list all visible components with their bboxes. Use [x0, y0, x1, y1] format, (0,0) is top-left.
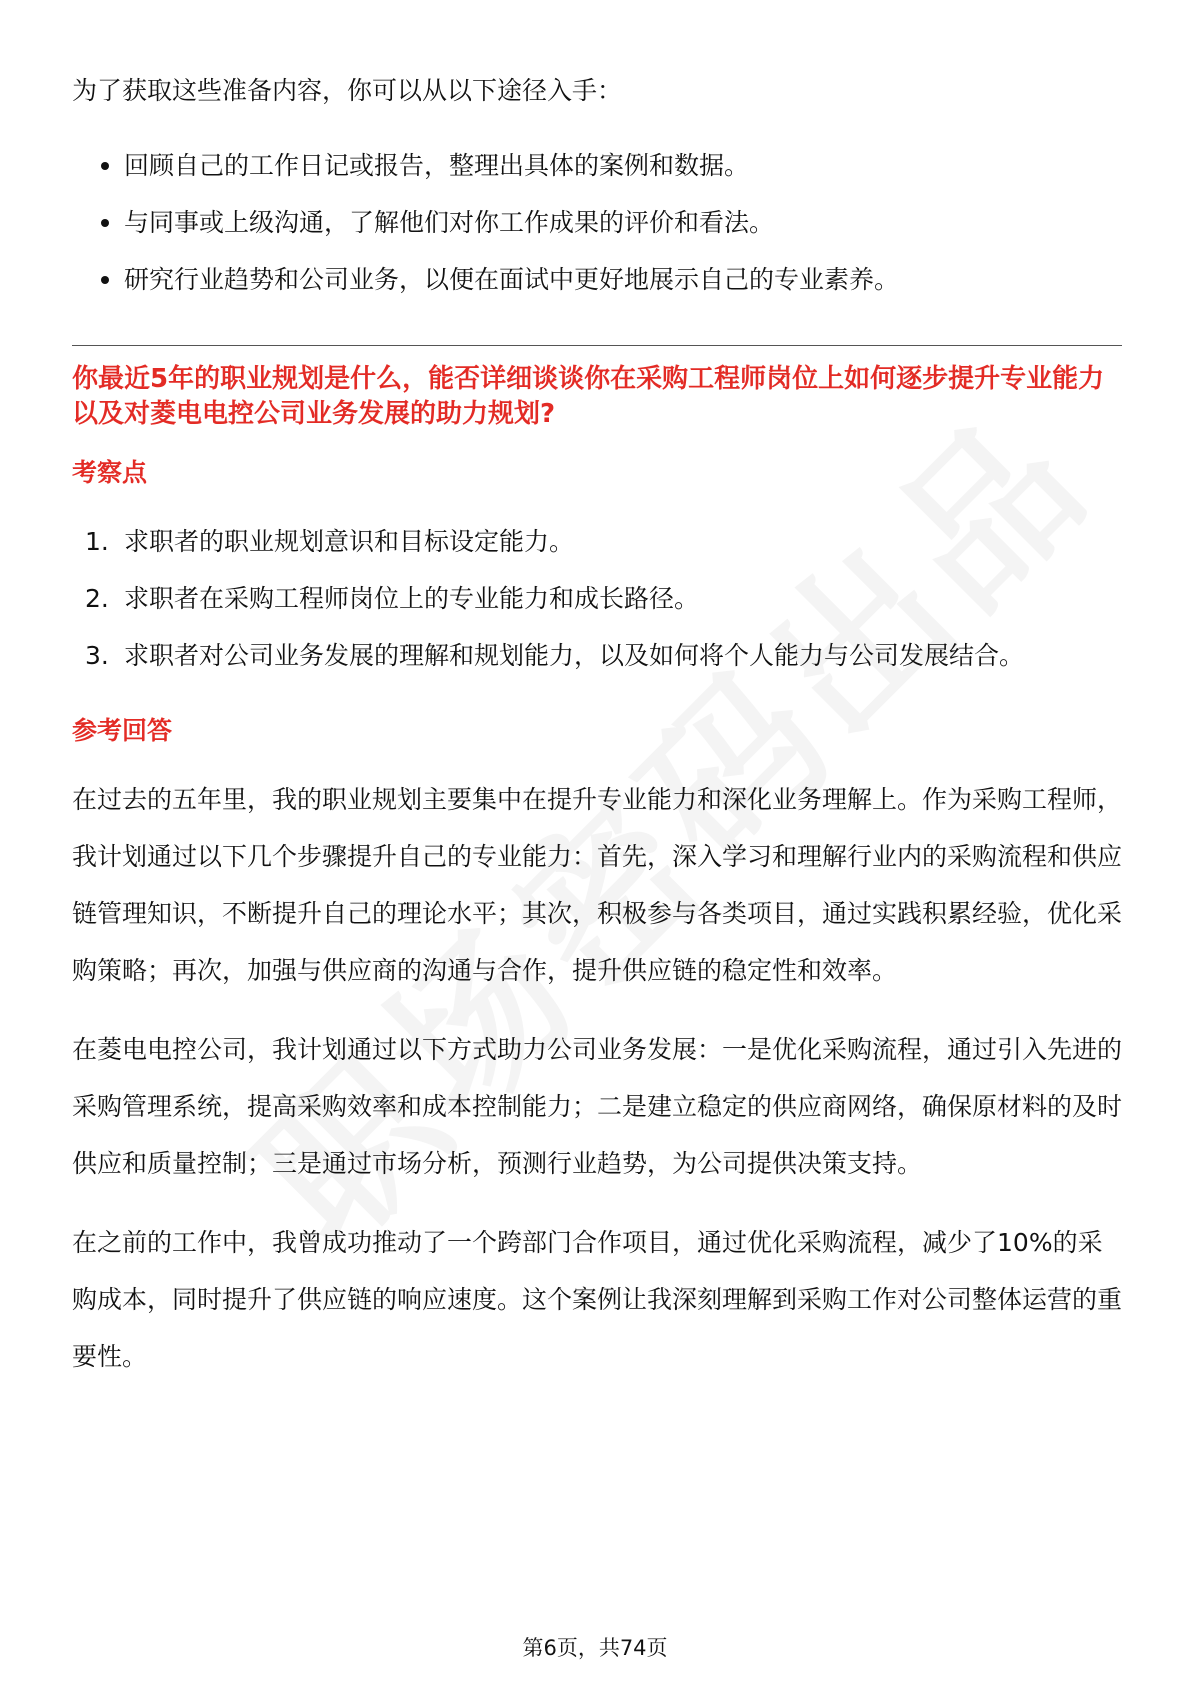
- list-item-text: 求职者在采购工程师岗位上的专业能力和成长路径。: [124, 584, 700, 613]
- list-item: [72, 194, 1122, 251]
- assessment-heading: 考察点: [72, 458, 148, 487]
- list-item: [72, 570, 1122, 627]
- list-item: [72, 627, 1122, 684]
- section-divider: [72, 345, 1122, 346]
- intro-text: 为了获取这些准备内容，你可以从以下途径入手：: [72, 76, 623, 105]
- answer-paragraph: 在过去的五年里，我的职业规划主要集中在提升专业能力和深化业务理解上。作为采购工程师，我计划通过以下几个步骤提升自己的专业能力：首先，深入学习和理解行业内的采购流程和供应链管理知识，不断提升自己的理论水平；其次，积极参与各类项目，通过实践积累经验，优化采购策略；再次，加强与供应商的沟通与合作，提升供应链的稳定性和效率。: [72, 785, 1123, 985]
- list-number: 3.: [85, 641, 109, 670]
- document-page: [72, 62, 1122, 1407]
- list-item-text: 与同事或上级沟通，了解他们对你工作成果的评价和看法。: [124, 208, 775, 237]
- answer-heading: 参考回答: [72, 716, 173, 745]
- answer-paragraph: 在之前的工作中，我曾成功推动了一个跨部门合作项目，通过优化采购流程，减少了10%的采购成本，同时提升了供应链的响应速度。这个案例让我深刻理解到采购工作对公司整体运营的重要性。: [72, 1228, 1123, 1371]
- list-item: [72, 251, 1122, 308]
- bullet-dot-icon: [101, 219, 109, 227]
- bullet-dot-icon: [101, 162, 109, 170]
- bullet-dot-icon: [101, 276, 109, 284]
- answer-paragraph: 在菱电电控公司，我计划通过以下方式助力公司业务发展：一是优化采购流程，通过引入先进的采购管理系统，提高采购效率和成本控制能力；二是建立稳定的供应商网络，确保原材料的及时供应和质量控制；三是通过市场分析，预测行业趋势，为公司提供决策支持。: [72, 1035, 1123, 1178]
- list-item-text: 回顾自己的工作日记或报告，整理出具体的案例和数据。: [124, 151, 750, 180]
- bullet-list: [72, 137, 1122, 308]
- list-number: 1.: [85, 527, 109, 556]
- list-item: [72, 137, 1122, 194]
- question-title: 你最近5年的职业规划是什么，能否详细谈谈你在采购工程师岗位上如何逐步提升专业能力以及对菱电电控公司业务发展的助力规划?: [72, 364, 1105, 429]
- list-item-text: 求职者对公司业务发展的理解和规划能力，以及如何将个人能力与公司发展结合。: [124, 641, 1025, 670]
- list-number: 2.: [85, 584, 109, 613]
- list-item: [72, 513, 1122, 570]
- assessment-list: [72, 513, 1122, 684]
- list-item-text: 求职者的职业规划意识和目标设定能力。: [124, 527, 575, 556]
- list-item-text: 研究行业趋势和公司业务，以便在面试中更好地展示自己的专业素养。: [124, 265, 900, 294]
- page-footer: 第6页，共74页: [522, 1636, 668, 1660]
